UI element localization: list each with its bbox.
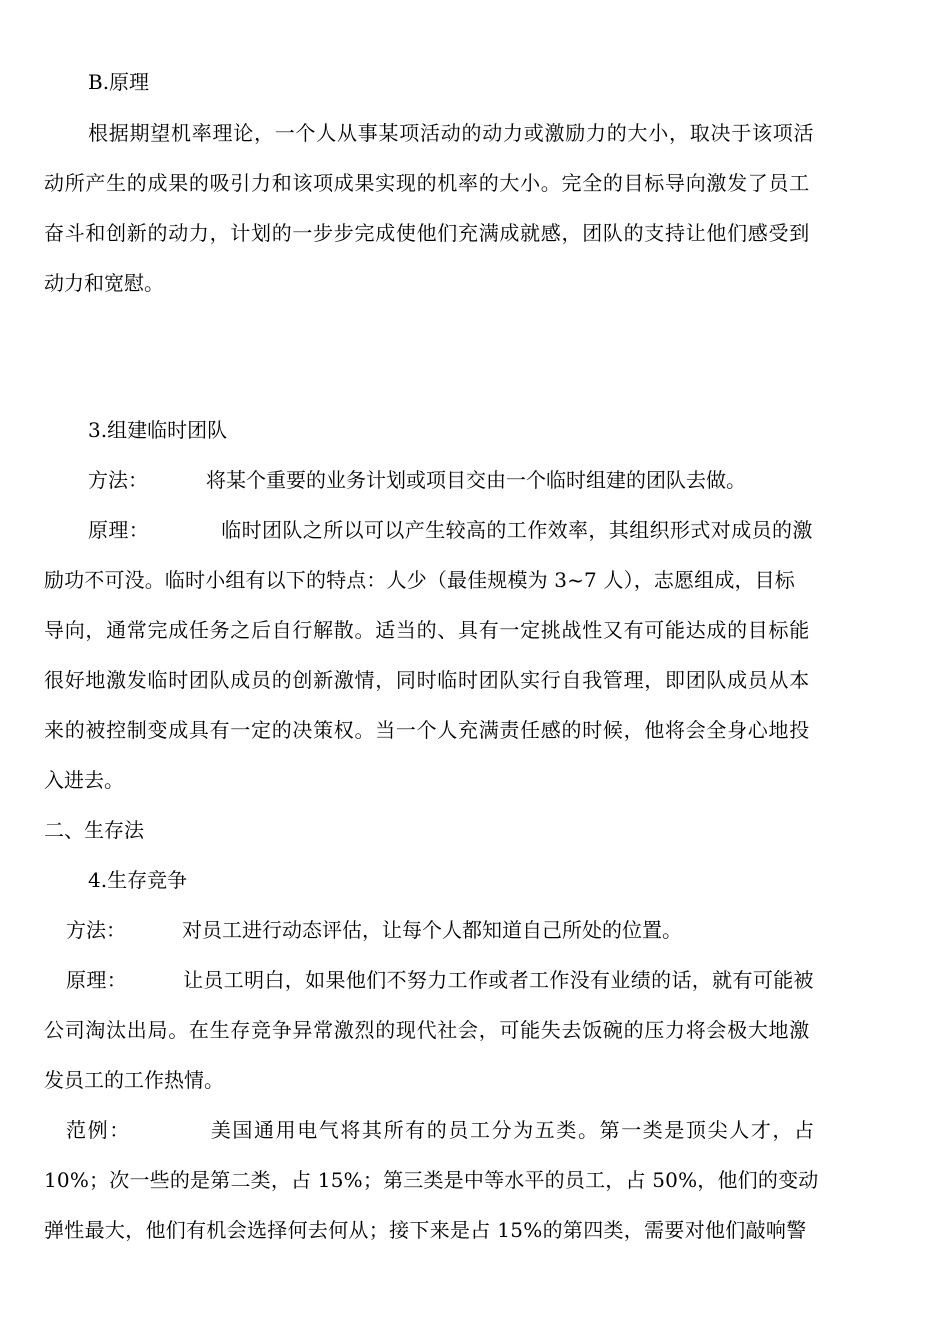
method-text: 对员工进行动态评估，让每个人都知道自己所处的位置。 [182,918,682,942]
section-3-heading: 3.组建临时团队 [88,418,228,442]
section-3-principle-line-2: 导向，通常完成任务之后自行解散。适当的、具有一定挑战性又有可能达成的目标能 [44,618,810,642]
section-4-principle-line-1: 公司淘汰出局。在生存竞争异常激烈的现代社会，可能失去饭碗的压力将会极大地激 [44,1018,810,1042]
section-4-heading: 4.生存竞争 [88,868,188,892]
section-4-method [66,918,682,942]
section-4-principle-line-2: 发员工的工作热情。 [44,1068,224,1092]
method-text: 将某个重要的业务计划或项目交由一个临时组建的团队去做。 [206,468,746,492]
example-text: 美国通用电气将其所有的员工分为五类。第一类是顶尖人才，占 [210,1118,816,1142]
section-4-example-line-1: 10%；次一些的是第二类，占 15%；第三类是中等水平的员工，占 50%，他们的变动 [44,1168,819,1192]
section-b-line-3: 奋斗和创新的动力，计划的一步步完成使他们充满成就感，团队的支持让他们感受到 [44,221,810,245]
section-3-principle-line-3: 很好地激发临时团队成员的创新激情，同时临时团队实行自我管理，即团队成员从本 [44,668,810,692]
example-label: 范例： [66,1118,131,1142]
principle-text: 让员工明白，如果他们不努力工作或者工作没有业绩的话，就有可能被 [183,968,814,992]
section-3-method [88,468,746,492]
section-b-line-2: 动所产生的成果的吸引力和该项成果实现的机率的大小。完全的目标导向激发了员工 [44,171,810,195]
section-4-example-line-2: 弹性最大，他们有机会选择何去何从；接下来是占 15%的第四类，需要对他们敲响警 [44,1218,807,1242]
section-4-principle-first [66,968,814,992]
principle-text: 临时团队之所以可以产生较高的工作效率，其组织形式对成员的激 [221,518,813,542]
section-b-line-1: 根据期望机率理论，一个人从事某项活动的动力或激励力的大小，取决于该项活 [88,121,815,145]
section-two-heading: 二、生存法 [44,818,144,842]
section-3-principle-first [88,518,813,542]
method-label: 方法： [66,918,126,942]
section-4-example-first [66,1118,816,1142]
section-b-heading: B.原理 [88,70,150,94]
section-3-principle-line-4: 来的被控制变成具有一定的决策权。当一个人充满责任感的时候，他将会全身心地投 [44,718,810,742]
principle-label: 原理： [88,518,150,542]
section-3-principle-line-1: 励功不可没。临时小组有以下的特点：人少（最佳规模为 3~7 人），志愿组成，目标 [44,568,795,592]
principle-label: 原理： [66,968,128,992]
method-label: 方法： [88,468,148,492]
section-b-line-4: 动力和宽慰。 [44,271,164,295]
section-3-principle-line-5: 入进去。 [44,768,124,792]
